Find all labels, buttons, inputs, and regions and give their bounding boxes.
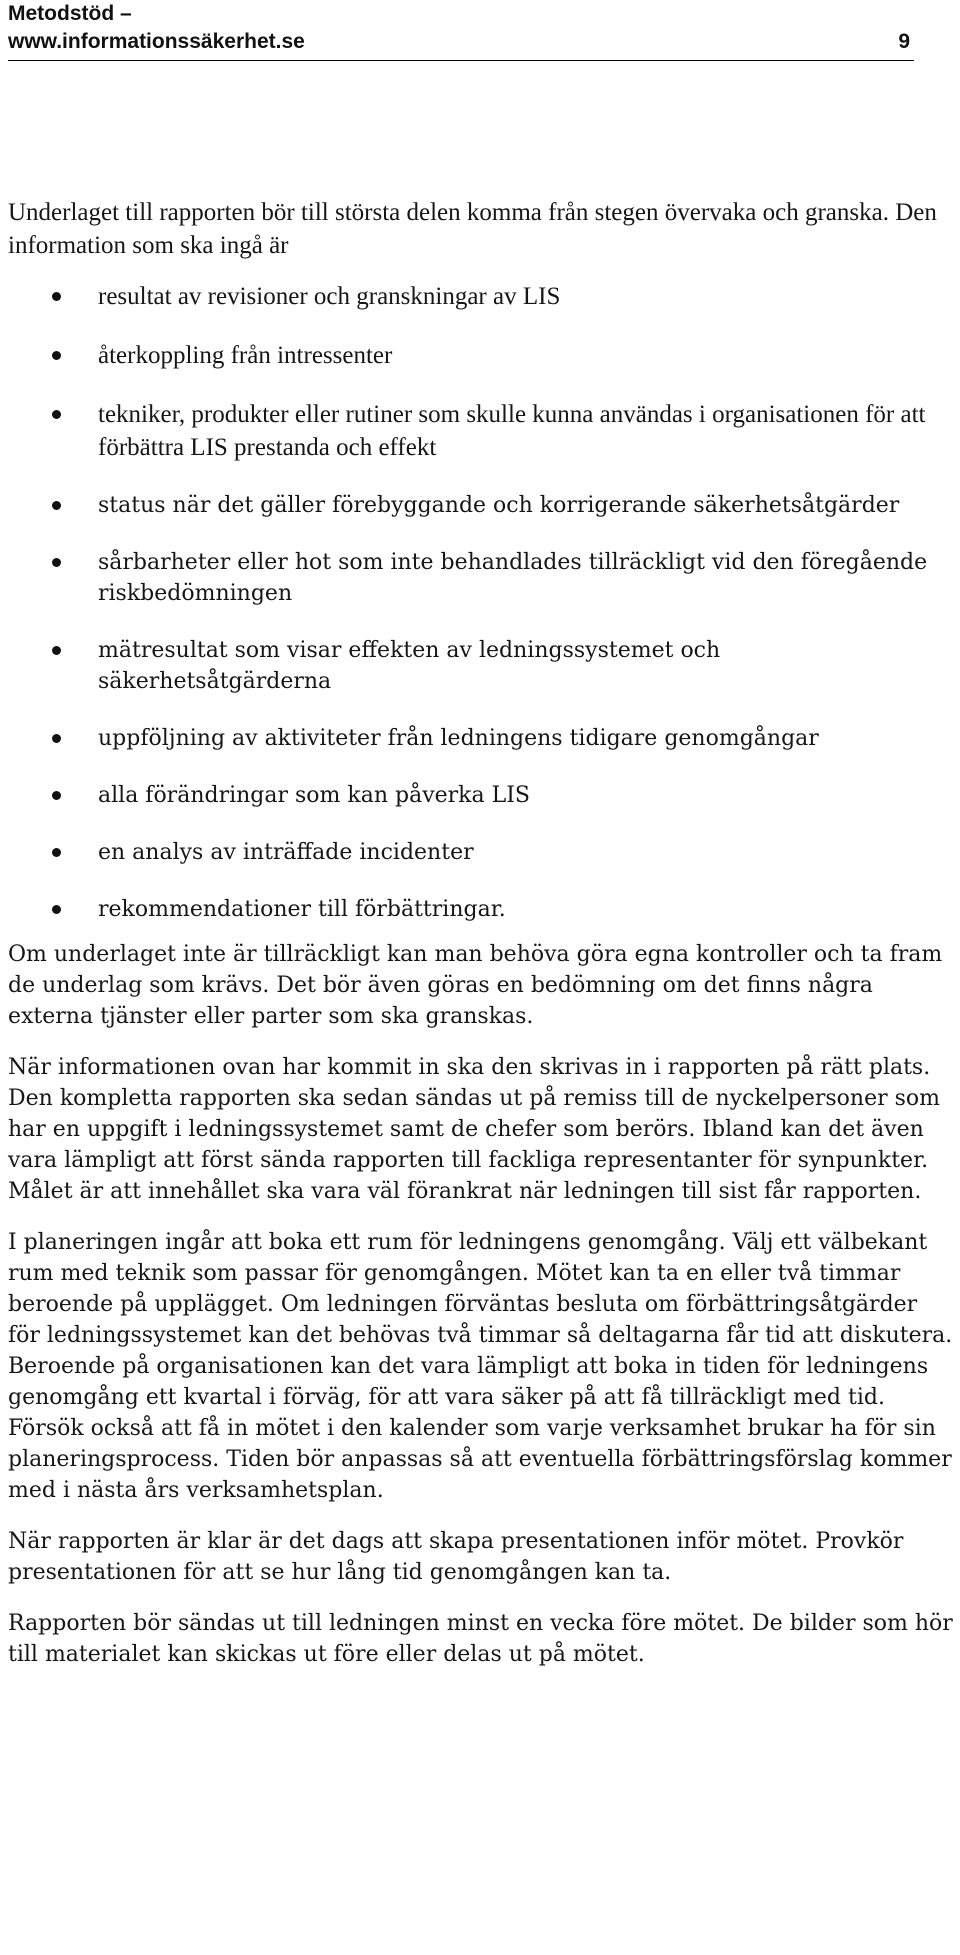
list-item bbox=[8, 339, 943, 372]
bullet-icon bbox=[52, 558, 61, 567]
bullet-icon bbox=[52, 292, 61, 301]
list-item bbox=[8, 635, 943, 697]
intro-paragraph: Underlaget till rapporten bör till största delen komma från stegen övervaka och granska. Den information som ska ingå är bbox=[8, 199, 937, 259]
list-item-text: uppföljning av aktiviteter från ledningens tidigare genomgångar bbox=[98, 726, 819, 751]
list-item bbox=[8, 780, 943, 811]
body-paragraph: I planeringen ingår att boka ett rum för ledningens genomgång. Välj ett välbekant rum med teknik som passar för genomgången. Mötet kan ta en eller två timmar beroende på upplägget. Om ledningen förväntas besluta om förbättringsåtgärder för ledningssystemet kan det behövas två timmar så deltagarna får tid att diskutera. Beroende på organisationen kan det vara lämpligt att boka in tiden för ledningens genomgång ett kvartal i förväg, för att vara säker på att få tillräckligt med tid. Försök också att få in mötet i den kalender som varje verksamhet brukar ha för sin planeringsprocess. Tiden bör anpassas så att eventuella förbättringsförslag kommer med i nästa års verksamhetsplan. bbox=[8, 1230, 953, 1503]
list-item bbox=[8, 837, 943, 868]
body-paragraph: Rapporten bör sändas ut till ledningen minst en vecka före mötet. De bilder som hör till materialet kan skickas ut före eller delas ut på mötet. bbox=[8, 1611, 953, 1667]
list-item bbox=[8, 894, 943, 925]
list-item-text: status när det gäller förebyggande och korrigerande säkerhetsåtgärder bbox=[98, 493, 900, 518]
list-item bbox=[8, 280, 943, 313]
bullet-icon bbox=[52, 410, 61, 419]
bullet-icon bbox=[52, 848, 61, 857]
bullet-icon bbox=[52, 734, 61, 743]
header-website: www.informationssäkerhet.se bbox=[8, 30, 305, 53]
header-title: Metodstöd – bbox=[8, 2, 132, 25]
page-header bbox=[8, 0, 914, 61]
body-paragraph: När rapporten är klar är det dags att skapa presentationen inför mötet. Provkör presentationen för att se hur lång tid genomgången kan ta. bbox=[8, 1529, 904, 1585]
bullet-icon bbox=[52, 646, 61, 655]
list-item-text: tekniker, produkter eller rutiner som skulle kunna användas i organisationen för att förbättra LIS prestanda och effekt bbox=[98, 401, 926, 461]
list-item bbox=[8, 398, 943, 464]
page-number: 9 bbox=[898, 30, 910, 53]
list-item bbox=[8, 723, 943, 754]
list-item-text: sårbarheter eller hot som inte behandlades tillräckligt vid den föregående riskbedömningen bbox=[98, 550, 928, 606]
body-paragraph: När informationen ovan har kommit in ska den skrivas in i rapporten på rätt plats. Den kompletta rapporten ska sedan sändas ut på remiss till de nyckelpersoner som har en uppgift i ledningssystemet samt de chefer som berörs. Ibland kan det även vara lämpligt att först sända rapporten till fackliga representanter för synpunkter. Målet är att innehållet ska vara väl förankrat när ledningen till sist får rapporten. bbox=[8, 1055, 941, 1204]
list-item-text: alla förändringar som kan påverka LIS bbox=[98, 783, 530, 808]
list-item-text: rekommendationer till förbättringar. bbox=[98, 897, 506, 922]
bullet-icon bbox=[52, 905, 61, 914]
body-paragraph: Om underlaget inte är tillräckligt kan man behöva göra egna kontroller och ta fram de underlag som krävs. Det bör även göras en bedömning om det finns några externa tjänster eller parter som ska granskas. bbox=[8, 942, 943, 1029]
bullet-icon bbox=[52, 351, 61, 360]
list-item-text: resultat av revisioner och granskningar av LIS bbox=[98, 283, 561, 310]
list-item-text: en analys av inträffade incidenter bbox=[98, 840, 474, 865]
list-item bbox=[8, 490, 943, 521]
document-body bbox=[8, 196, 953, 1690]
list-item-text: mätresultat som visar effekten av ledningssystemet och säkerhetsåtgärderna bbox=[98, 638, 721, 694]
list-item bbox=[8, 547, 943, 609]
list-item-text: återkoppling från intressenter bbox=[98, 342, 393, 369]
bullet-icon bbox=[52, 501, 61, 510]
bullet-icon bbox=[52, 791, 61, 800]
bullet-list bbox=[8, 280, 948, 925]
